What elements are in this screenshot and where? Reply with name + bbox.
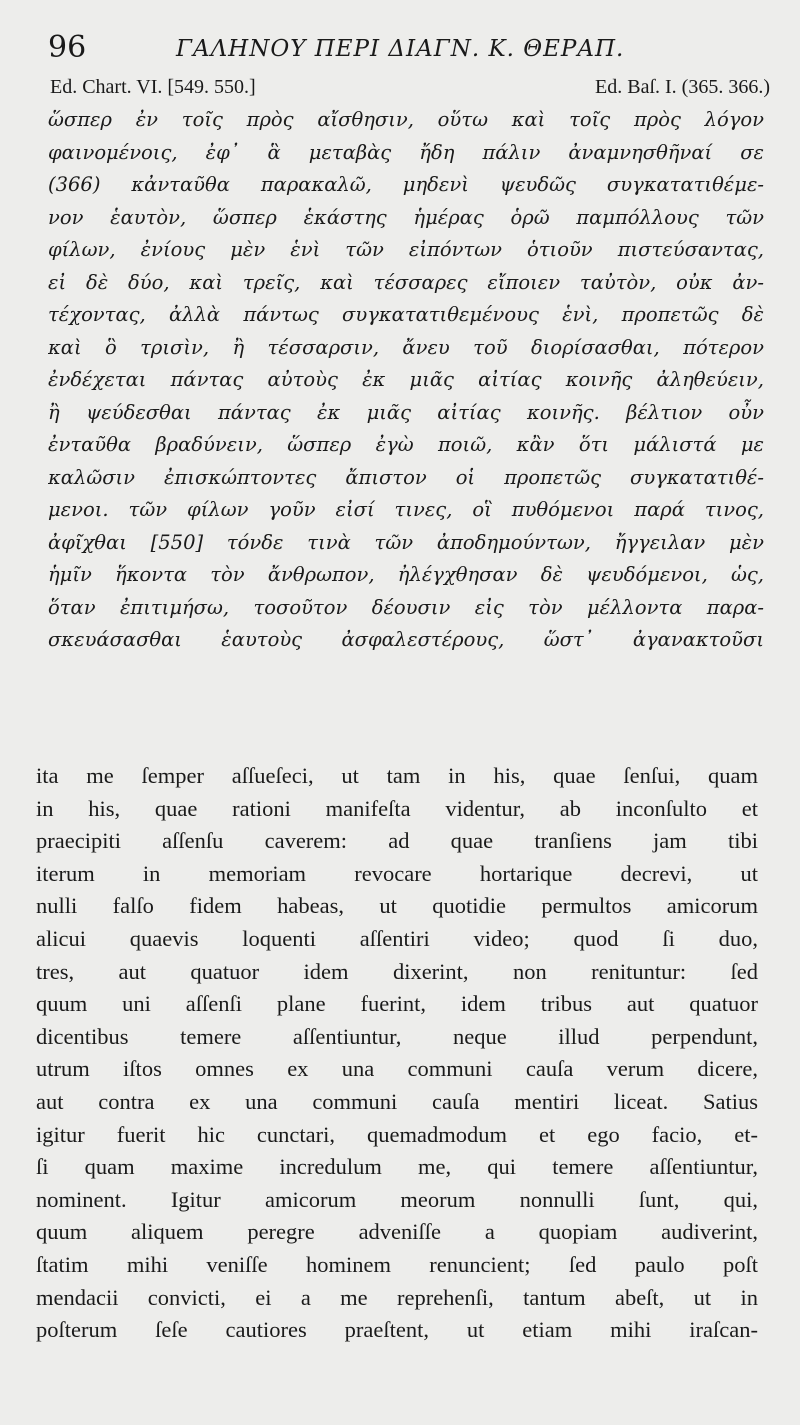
edition-reference-right: Ed. Baſ. I. (365. 366.) [595,76,770,98]
latin-text-line: iterum in memoriam revocare hortarique decrevi, ut [36,860,758,886]
latin-text-line: ſi quam maxime incredulum me, qui temere aſſentiuntur, [36,1154,758,1180]
latin-text-line: ſtatim mihi veniſſe hominem renuncient; ſed paulo poſt [36,1251,758,1277]
latin-text-line: praecipiti aſſenſu caverem: ad quae tranſiens jam tibi [36,828,758,854]
latin-text-line: quum aliquem peregre adveniſſe a quopiam audiverint, [36,1219,758,1245]
latin-text-line: poſterum ſeſe cautiores praeſtent, ut etiam mihi iraſcan- [36,1317,758,1343]
greek-text-line: ἡμῖν ἥκοντα τὸν ἄνθρωπον, ἠλέγχθησαν δὲ ψευδόμενοι, ὡς, [48,563,764,586]
latin-text-line: nulli falſo fidem habeas, ut quotidie permultos amicorum [36,893,758,919]
latin-text-line: tres, aut quatuor idem dixerint, non renituntur: ſed [36,958,758,984]
latin-text-line: in his, quae rationi manifeſta videntur, ab inconſulto et [36,795,758,821]
edition-reference-left: Ed. Chart. VI. [549. 550.] [50,76,256,98]
greek-text-line: ὅταν ἐπιτιμήσω, τοσοῦτον δέουσιν εἰς τὸν μέλλοντα παρα- [48,595,764,619]
greek-text-line: ἢ ψεύδεσθαι πάντας ἐκ μιᾶς αἰτίας κοινῆς. βέλτιον οὖν [48,400,764,424]
page-number: 96 [48,30,87,65]
greek-text-line: ἐνταῦθα βραδύνειν, ὥσπερ ἐγὼ ποιῶ, κἂν ὅτι μάλιστά με [48,433,764,456]
latin-text-line: dicentibus temere aſſentiuntur, neque illud perpendunt, [36,1023,758,1049]
greek-text-line: τέχοντας, ἀλλὰ πάντως συγκατατιθεμένους ἑνὶ, προπετῶς δὲ [48,303,764,326]
latin-text-line: utrum iſtos omnes ex una communi cauſa verum dicere, [36,1056,758,1082]
greek-text-line: ἀφῖχθαι [550] τόνδε τινὰ τῶν ἀποδημούντων, ἤγγειλαν μὲν [48,530,764,554]
greek-text-line: φαινομένοις, ἐφ᾽ ἃ μεταβὰς ἤδη πάλιν ἀναμνησθῆναί σε [48,140,764,164]
greek-text-line: σκευάσασθαι ἑαυτοὺς ἀσφαλεστέρους, ὥστ᾽ ἀγανακτοῦσι [48,628,764,651]
latin-text-line: igitur fuerit hic cunctari, quemadmodum et ego facio, et- [36,1121,758,1147]
greek-text-line: φίλων, ἐνίους μὲν ἑνὶ τῶν εἰπόντων ὁτιοῦν πιστεύσαντας, [48,238,764,261]
greek-text-line: ὥσπερ ἐν τοῖς πρὸς αἴσθησιν, οὕτω καὶ τοῖς πρὸς λόγον [48,108,764,131]
greek-text-line: μενοι. τῶν φίλων γοῦν εἰσί τινες, οἳ πυθόμενοι παρά τινος, [48,498,764,521]
latin-text-line: aut contra ex una communi cauſa mentiri liceat. Satius [36,1088,758,1114]
latin-text-block [36,760,758,1347]
greek-text-block [48,104,764,657]
latin-text-line: mendacii convicti, ei a me reprehenſi, tantum abeſt, ut in [36,1284,758,1310]
greek-text-line: εἰ δὲ δύο, καὶ τρεῖς, καὶ τέσσαρες εἴποιεν ταὐτὸν, οὐκ ἀν- [48,270,764,294]
latin-text-line: alicui quaevis loquenti aſſentiri video; quod ſi duo, [36,925,758,951]
greek-text-line: νον ἑαυτὸν, ὥσπερ ἑκάστης ἡμέρας ὁρῶ παμπόλλους τῶν [48,205,764,229]
latin-text-line: quum uni aſſenſi plane fuerint, idem tribus aut quatuor [36,991,758,1017]
latin-text-line: ita me ſemper aſſueſeci, ut tam in his, quae ſenſui, quam [36,763,758,788]
greek-text-line: ἐνδέχεται πάντας αὐτοὺς ἐκ μιᾶς αἰτίας κοινῆς ἀληθεύειν, [48,368,764,391]
greek-text-line: (366) κἀνταῦθα παρακαλῶ, μηδενὶ ψευδῶς συγκατατιθέμε- [48,173,764,196]
running-head [48,30,768,66]
latin-text-line: nominent. Igitur amicorum meorum nonnulli ſunt, qui, [36,1186,758,1212]
greek-text-line: καλῶσιν ἐπισκώπτοντες ἄπιστον οἱ προπετῶς συγκατατιθέ- [48,465,764,489]
greek-text-line: καὶ ὃ τρισὶν, ἢ τέσσαρσιν, ἄνευ τοῦ διορίσασθαι, πότερον [48,335,764,359]
running-title: ΓΑΛΗΝΟΥ ΠΕΡΙ ΔΙΑΓΝ. Κ. ΘΕΡΑΠ. [176,36,625,62]
